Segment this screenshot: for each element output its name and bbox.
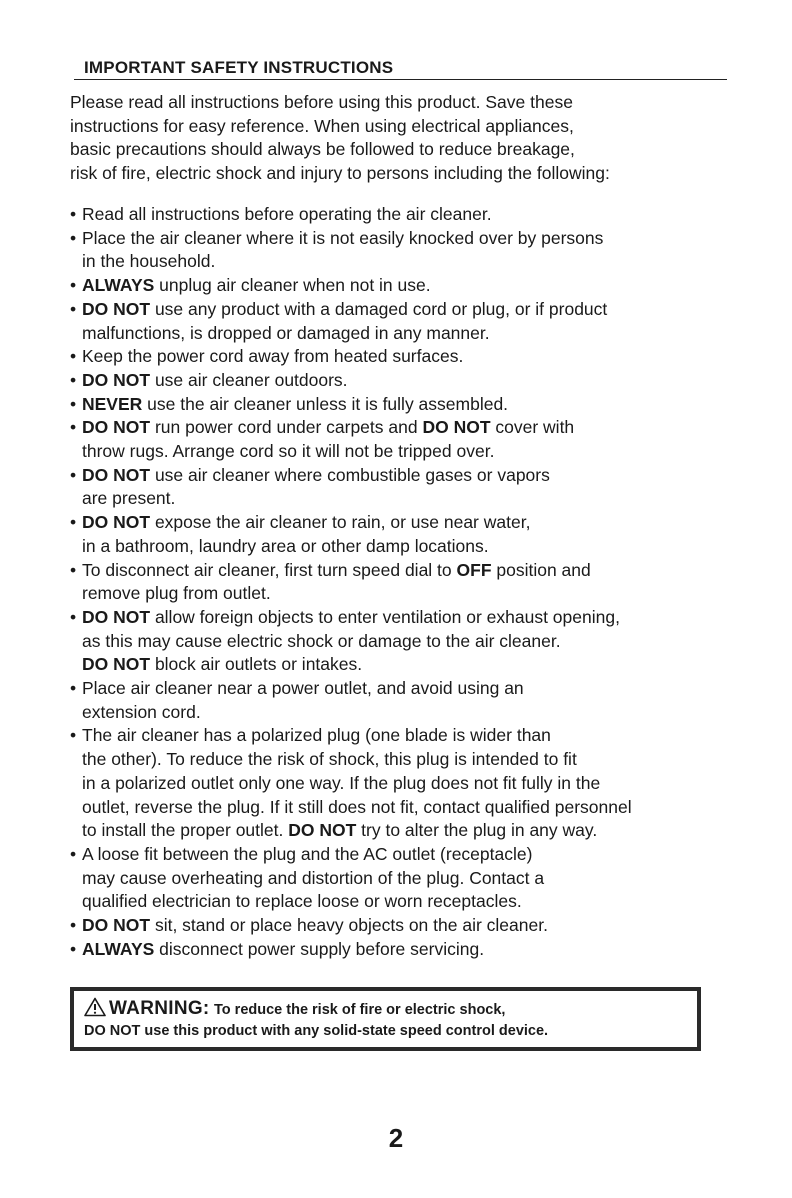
rule-text: malfunctions, is dropped or damaged in any manner. — [82, 322, 490, 343]
list-item — [70, 416, 740, 463]
heading-underline — [74, 79, 727, 80]
rule-keyword: OFF — [456, 559, 492, 580]
rule-text: cover with — [490, 417, 575, 438]
rule-line — [82, 938, 740, 962]
rule-text: in a bathroom, laundry area or other damp locations. — [82, 535, 489, 556]
page-number: 2 — [388, 1123, 404, 1153]
rule-line — [82, 274, 740, 298]
rule-text: use air cleaner outdoors. — [154, 369, 348, 390]
bullet-icon: • — [70, 393, 77, 414]
bullet-icon: • — [70, 915, 77, 936]
rule-text: expose the air cleaner to rain, or use near water, — [154, 512, 531, 533]
list-item — [70, 843, 740, 914]
intro-paragraph — [70, 91, 740, 186]
rule-text: try to alter the plug in any way. — [356, 820, 598, 841]
rule-keyword: DO NOT — [82, 464, 151, 485]
rule-keyword: ALWAYS — [82, 275, 155, 296]
list-item — [70, 464, 740, 511]
rule-keyword: NEVER — [82, 393, 143, 414]
list-item — [70, 559, 740, 606]
rule-text: unplug air cleaner when not in use. — [159, 275, 431, 296]
warning-box — [70, 987, 701, 1051]
list-item — [70, 369, 740, 393]
warning-triangle-icon — [84, 997, 106, 1022]
list-item — [70, 345, 740, 369]
list-item — [70, 227, 740, 274]
list-item — [70, 203, 740, 227]
list-item — [70, 938, 740, 962]
rule-text: Keep the power cord away from heated surfaces. — [82, 346, 464, 367]
bullet-icon: • — [70, 559, 77, 580]
rule-keyword: DO NOT — [288, 820, 357, 841]
rule-line — [82, 511, 740, 535]
rule-text: outlet, reverse the plug. If it still does not fit, contact qualified personnel — [82, 796, 632, 817]
list-item — [70, 724, 740, 843]
list-item — [70, 298, 740, 345]
rule-text: block air outlets or intakes. — [154, 654, 363, 675]
rule-text: position and — [491, 559, 591, 580]
rule-text: sit, stand or place heavy objects on the air cleaner. — [154, 915, 548, 936]
rule-line — [82, 914, 740, 938]
bullet-icon: • — [70, 464, 77, 485]
list-item — [70, 606, 740, 677]
rule-text: in a polarized outlet only one way. If the plug does not fit fully in the — [82, 772, 601, 793]
bullet-icon: • — [70, 725, 77, 746]
rule-text: To disconnect air cleaner, first turn speed dial to — [82, 559, 457, 580]
bullet-icon: • — [70, 606, 77, 627]
rule-keyword: ALWAYS — [82, 938, 155, 959]
bullet-icon: • — [70, 512, 77, 533]
intro-line: instructions for easy reference. When using electrical appliances, — [70, 115, 574, 136]
rule-text: The air cleaner has a polarized plug (one blade is wider than — [82, 725, 551, 746]
bullet-icon: • — [70, 369, 77, 390]
rule-text: use the air cleaner unless it is fully assembled. — [147, 393, 509, 414]
rule-line — [82, 298, 740, 322]
rule-line — [82, 653, 740, 677]
rule-keyword: DO NOT — [82, 606, 151, 627]
rule-line — [82, 819, 740, 843]
rule-text: Place the air cleaner where it is not easily knocked over by persons — [82, 227, 604, 248]
rule-text: as this may cause electric shock or damage to the air cleaner. — [82, 630, 561, 651]
rule-text: A loose fit between the plug and the AC outlet (receptacle) — [82, 843, 533, 864]
rule-keyword: DO NOT — [82, 369, 151, 390]
rule-text: Read all instructions before operating the air cleaner. — [82, 204, 492, 224]
list-item — [70, 274, 740, 298]
bullet-icon: • — [70, 298, 77, 319]
rule-text: disconnect power supply before servicing. — [159, 938, 485, 959]
rule-text: run power cord under carpets and — [154, 417, 423, 438]
rule-line — [82, 393, 740, 417]
rule-line — [82, 369, 740, 393]
bullet-icon: • — [70, 227, 77, 248]
rule-line — [82, 606, 740, 630]
page-title: IMPORTANT SAFETY INSTRUCTIONS — [84, 58, 394, 77]
rule-line — [82, 559, 740, 583]
warning-label: WARNING: — [109, 998, 210, 1019]
rule-text: use air cleaner where combustible gases or vapors — [154, 464, 550, 485]
rule-line — [82, 416, 740, 440]
warning-text: To reduce the risk of fire or electric shock, — [214, 1002, 506, 1018]
rule-text: throw rugs. Arrange cord so it will not be tripped over. — [82, 441, 495, 462]
rule-text: are present. — [82, 488, 176, 509]
list-item — [70, 677, 740, 724]
rule-keyword: DO NOT — [422, 417, 491, 438]
safety-rules-list — [70, 203, 740, 962]
warning-text: DO NOT use this product with any solid-state speed control device. — [84, 1023, 549, 1039]
rule-text: use any product with a damaged cord or plug, or if product — [154, 298, 608, 319]
rule-text: remove plug from outlet. — [82, 583, 271, 604]
rule-text: Place air cleaner near a power outlet, and avoid using an — [82, 678, 524, 699]
rule-text: extension cord. — [82, 701, 201, 722]
rule-keyword: DO NOT — [82, 654, 151, 675]
bullet-icon: • — [70, 678, 77, 699]
rule-keyword: DO NOT — [82, 915, 151, 936]
rule-text: may cause overheating and distortion of the plug. Contact a — [82, 867, 545, 888]
bullet-icon: • — [70, 346, 77, 367]
intro-line: basic precautions should always be followed to reduce breakage, — [70, 139, 575, 160]
intro-line: Please read all instructions before using this product. Save these — [70, 92, 573, 112]
bullet-icon: • — [70, 417, 77, 438]
rule-line — [82, 464, 740, 488]
rule-text: in the household. — [82, 251, 216, 272]
rule-text: to install the proper outlet. — [82, 820, 289, 841]
list-item — [70, 914, 740, 938]
list-item — [70, 511, 740, 558]
rule-keyword: DO NOT — [82, 298, 151, 319]
rule-keyword: DO NOT — [82, 417, 151, 438]
rule-text: allow foreign objects to enter ventilation or exhaust opening, — [154, 606, 620, 627]
bullet-icon: • — [70, 938, 77, 959]
bullet-icon: • — [70, 204, 77, 224]
warning-line — [84, 997, 697, 1022]
rule-text: qualified electrician to replace loose or worn receptacles. — [82, 891, 522, 912]
bullet-icon: • — [70, 843, 77, 864]
rule-text: the other). To reduce the risk of shock, this plug is intended to fit — [82, 749, 577, 770]
intro-line: risk of fire, electric shock and injury to persons including the following: — [70, 163, 610, 184]
rule-keyword: DO NOT — [82, 512, 151, 533]
bullet-icon: • — [70, 275, 77, 296]
list-item — [70, 393, 740, 417]
